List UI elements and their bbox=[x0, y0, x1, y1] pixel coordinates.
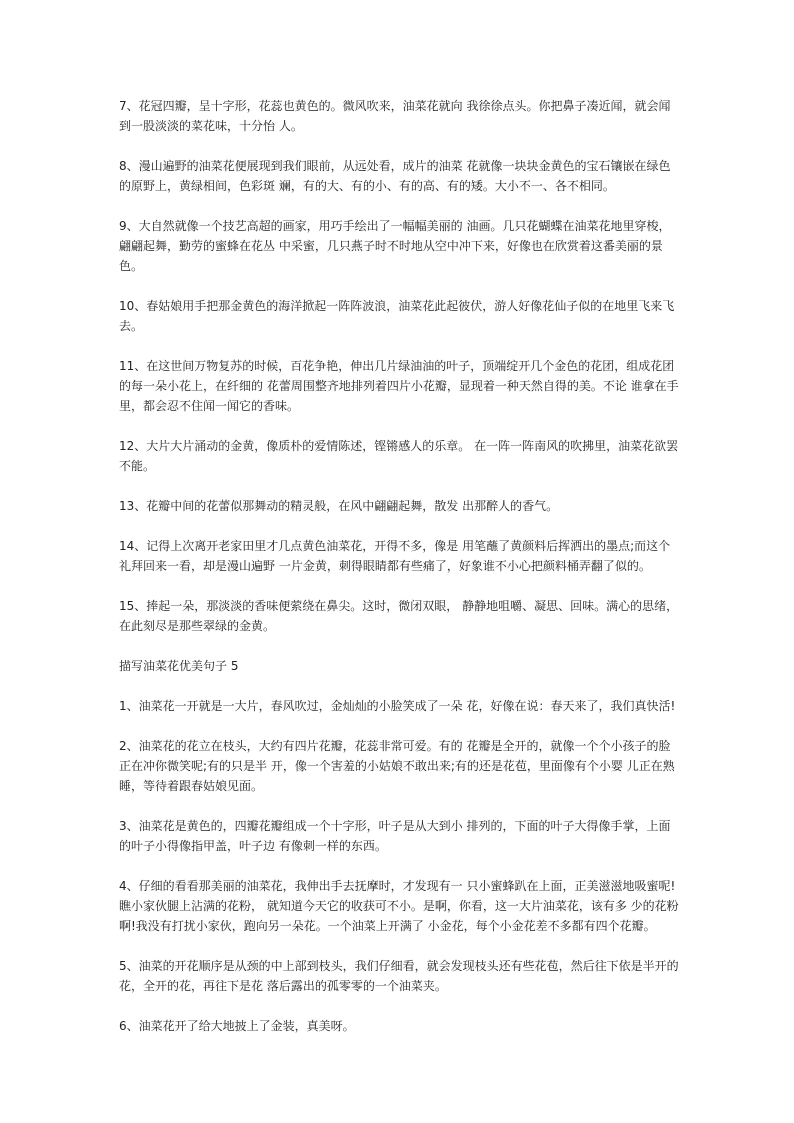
paragraph-14: 14、记得上次离开老家田里才几点黄色油菜花，开得不多，像是 用笔蘸了黄颜料后挥洒出的墨点;而这个礼拜回来一看，却是漫山遍野 一片金黄，刺得眼睛都有些痛了，好象谁不小心把颜料桶弄翻了似的。 bbox=[119, 539, 671, 573]
paragraph-12: 12、大片大片涌动的金黄，像质朴的爱情陈述，铿锵感人的乐章。 在一阵一阵南风的吹拂里，油菜花欲罢不能。 bbox=[119, 439, 679, 473]
paragraph-10: 10、春姑娘用手把那金黄色的海洋掀起一阵阵波浪，油菜花此起彼伏，游人好像花仙子似的在地里飞来飞去。 bbox=[119, 299, 675, 333]
section-title: 描写油菜花优美句子 5 bbox=[119, 659, 239, 673]
document-body bbox=[119, 96, 679, 1056]
paragraph-b-1: 1、油菜花一开就是一大片，春风吹过，金灿灿的小脸笑成了一朵 花，好像在说：春天来了，我们真快活! bbox=[119, 699, 676, 713]
paragraph-b-2: 2、油菜花的花立在枝头，大约有四片花瓣，花蕊非常可爱。有的 花瓣是全开的，就像一个个小孩子的脸正在冲你微笑呢;有的只是半 开，像一个害羞的小姑娘不敢出来;有的还是花苞，里面像有个小婴 儿正在熟睡，等待着跟春姑娘见面。 bbox=[119, 739, 675, 793]
paragraph-11: 11、在这世间万物复苏的时候，百花争艳，伸出几片绿油油的叶子，顶端绽开几个金色的花团，组成花团的每一朵小花上，在纤细的 花蕾周围整齐地排列着四片小花瓣，显现着一种天然自得的美。不论 谁拿在手里，都会忍不住闻一闻它的香味。 bbox=[119, 359, 679, 413]
paragraph-b-6: 6、油菜花开了给大地披上了金装，真美呀。 bbox=[119, 1019, 355, 1033]
paragraph-b-4: 4、仔细的看看那美丽的油菜花，我伸出手去抚摩时，才发现有一 只小蜜蜂趴在上面，正美滋滋地吸蜜呢!瞧小家伙腿上沾满的花粉， 就知道今天它的收获可不小。是啊，你看，这一大片油菜花，该有多 少的花粉啊!我没有打扰小家伙，跑向另一朵花。一个油菜上开满了 小金花，每个小金花差不多都有四个花瓣。 bbox=[119, 879, 679, 933]
paragraph-b-3: 3、油菜花是黄色的，四瓣花瓣组成一个十字形，叶子是从大到小 排列的，下面的叶子大得像手掌，上面的叶子小得像指甲盖，叶子边 有像刺一样的东西。 bbox=[119, 819, 671, 853]
paragraph-13: 13、花瓣中间的花蕾似那舞动的精灵般，在风中翩翩起舞，散发 出那醉人的香气。 bbox=[119, 499, 559, 513]
paragraph-b-5: 5、油菜的开花顺序是从颈的中上部到枝头，我们仔细看，就会发现枝头还有些花苞，然后往下依是半开的花，全开的花，再往下是花 落后露出的孤零零的一个油菜夹。 bbox=[119, 959, 679, 993]
paragraph-15: 15、捧起一朵，那淡淡的香味便萦绕在鼻尖。这时，微闭双眼， 静静地咀嚼、凝思、回味。满心的思绪，在此刻尽是那些翠绿的金黄。 bbox=[119, 599, 679, 633]
paragraph-7: 7、花冠四瓣，呈十字形，花蕊也黄色的。微风吹来，油菜花就向 我徐徐点头。你把鼻子凑近闻，就会闻到一股淡淡的菜花味，十分怡 人。 bbox=[119, 99, 671, 133]
paragraph-8: 8、漫山遍野的油菜花便展现到我们眼前，从远处看，成片的油菜 花就像一块块金黄色的宝石镶嵌在绿色的原野上，黄绿相间，色彩斑 斓，有的大、有的小、有的高、有的矮。大小不一、各不相同。 bbox=[119, 159, 671, 193]
paragraph-9: 9、大自然就像一个技艺高超的画家，用巧手绘出了一幅幅美丽的 油画。几只花蝴蝶在油菜花地里穿梭，翩翩起舞，勤劳的蜜蜂在花丛 中采蜜，几只燕子时不时地从空中冲下来，好像也在欣赏着这番美丽的景色。 bbox=[119, 219, 671, 273]
